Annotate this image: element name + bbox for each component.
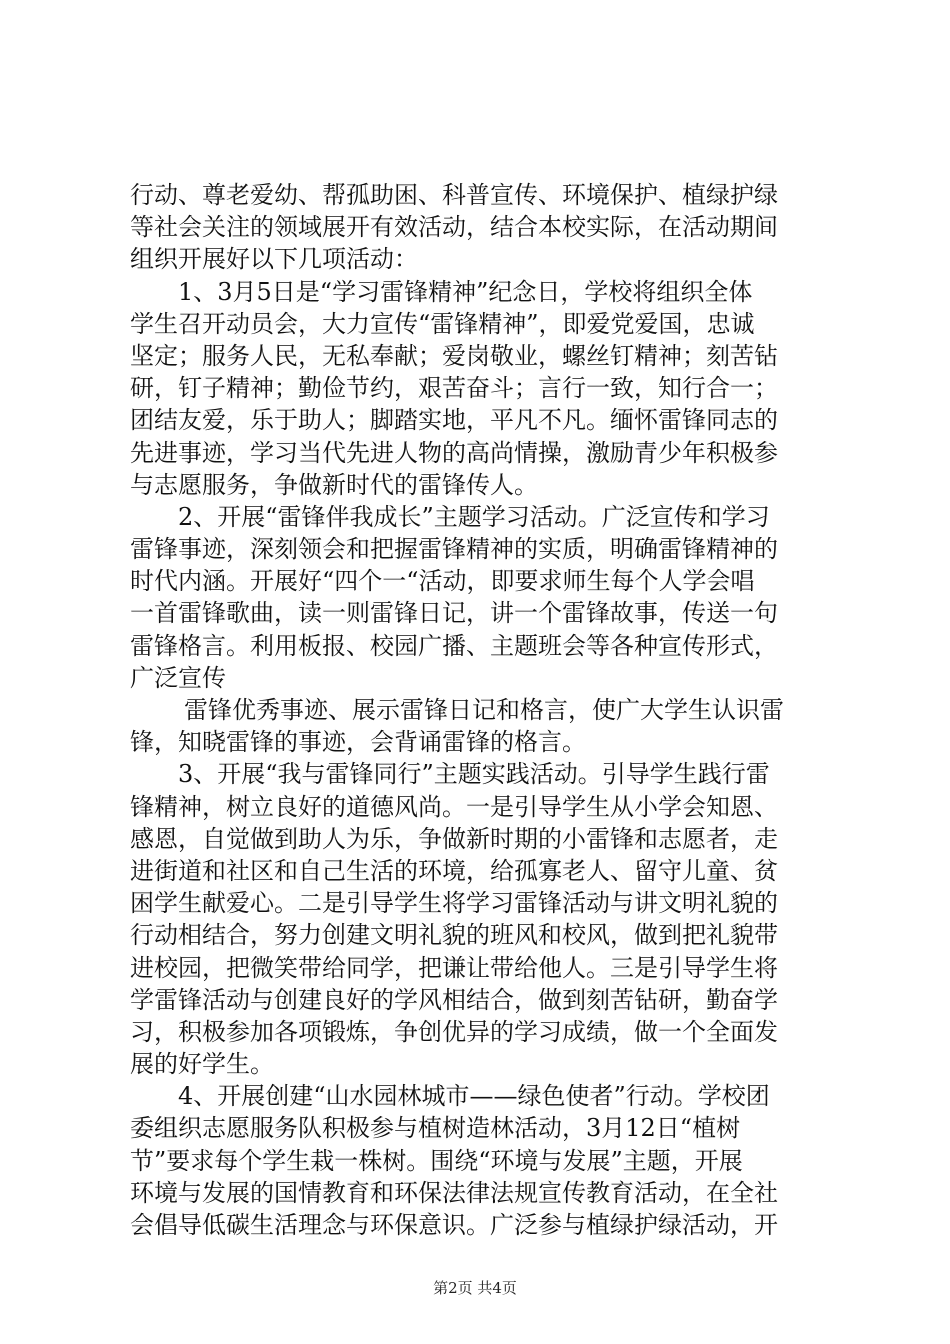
paragraph-start-line: 2、开展“雷锋伴我成长”主题学习活动。广泛宣传和学习 xyxy=(178,502,770,531)
text-line: 节”要求每个学生栽一株树。围绕“环境与发展”主题，开展 xyxy=(130,1146,743,1175)
text-line: 困学生献爱心。二是引导学生将学习雷锋活动与讲文明礼貌的 xyxy=(130,889,778,918)
paragraph-start-line: 4、开展创建“山水园林城市——绿色使者”行动。学校团 xyxy=(178,1082,770,1111)
text-line: 行动相结合，努力创建文明礼貌的班风和校风，做到把礼貌带 xyxy=(130,921,778,950)
text-line: 时代内涵。开展好“四个一“活动，即要求师生每个人学会唱 xyxy=(130,567,755,596)
text-line: 委组织志愿服务队积极参与植树造林活动，3月12日“植树 xyxy=(130,1114,741,1143)
text-line: 行动、尊老爱幼、帮孤助困、科普宣传、环境保护、植绿护绿 xyxy=(130,181,778,209)
text-line: 环境与发展的国情教育和环保法律法规宣传教育活动，在全社 xyxy=(130,1178,778,1207)
text-line: 感恩，自觉做到助人为乐，争做新时期的小雷锋和志愿者，走 xyxy=(130,824,778,853)
text-line: 进街道和社区和自己生活的环境，给孤寡老人、留守儿童、贫 xyxy=(130,856,778,885)
paragraph-start-line: 3、开展“我与雷锋同行”主题实践活动。引导学生践行雷 xyxy=(178,760,770,789)
text-line: 广泛宣传 xyxy=(130,663,226,692)
text-line: 进校园，把微笑带给同学，把谦让带给他人。三是引导学生将 xyxy=(130,953,778,982)
text-line: 会倡导低碳生活理念与环保意识。广泛参与植绿护绿活动，开 xyxy=(130,1211,778,1239)
text-line: 雷锋事迹，深刻领会和把握雷锋精神的实质，明确雷锋精神的 xyxy=(130,535,778,564)
text-line: 与志愿服务，争做新时代的雷锋传人。 xyxy=(130,470,538,499)
paragraph-start-line: 1、3月5日是“学习雷锋精神”纪念日，学校将组织全体 xyxy=(178,277,753,306)
text-line: 习，积极参加各项锻炼，争创优异的学习成绩，做一个全面发 xyxy=(130,1017,778,1046)
text-line: 锋，知晓雷锋的事迹，会背诵雷锋的格言。 xyxy=(130,728,586,757)
page-number-footer: 第2页 共4页 xyxy=(433,1279,517,1297)
text-line: 学雷锋活动与创建良好的学风相结合，做到刻苦钻研，勤奋学 xyxy=(130,985,778,1014)
text-line: 先进事迹，学习当代先进人物的高尚情操，激励青少年积极参 xyxy=(130,438,778,467)
text-line: 组织开展好以下几项活动： xyxy=(130,245,418,274)
text-line: 等社会关注的领域展开有效活动，结合本校实际，在活动期间 xyxy=(130,213,778,242)
text-line: 展的好学生。 xyxy=(130,1050,274,1079)
text-line: 锋精神，树立良好的道德风尚。一是引导学生从小学会知恩、 xyxy=(130,792,778,821)
paragraph-start-line: 雷锋优秀事迹、展示雷锋日记和格言，使广大学生认识雷 xyxy=(184,696,784,724)
text-line: 团结友爱，乐于助人；脚踏实地，平凡不凡。缅怀雷锋同志的 xyxy=(130,406,778,435)
text-line: 学生召开动员会，大力宣传“雷锋精神”，即爱党爱国，忠诚 xyxy=(130,309,755,338)
document-body xyxy=(130,179,830,1241)
text-line: 一首雷锋歌曲，读一则雷锋日记，讲一个雷锋故事，传送一句 xyxy=(130,599,778,628)
text-line: 坚定；服务人民，无私奉献；爱岗敬业，螺丝钉精神；刻苦钻 xyxy=(130,341,778,370)
text-line: 研，钉子精神；勤俭节约，艰苦奋斗；言行一致，知行合一； xyxy=(130,374,778,403)
text-line: 雷锋格言。利用板报、校园广播、主题班会等各种宣传形式， xyxy=(130,631,778,660)
